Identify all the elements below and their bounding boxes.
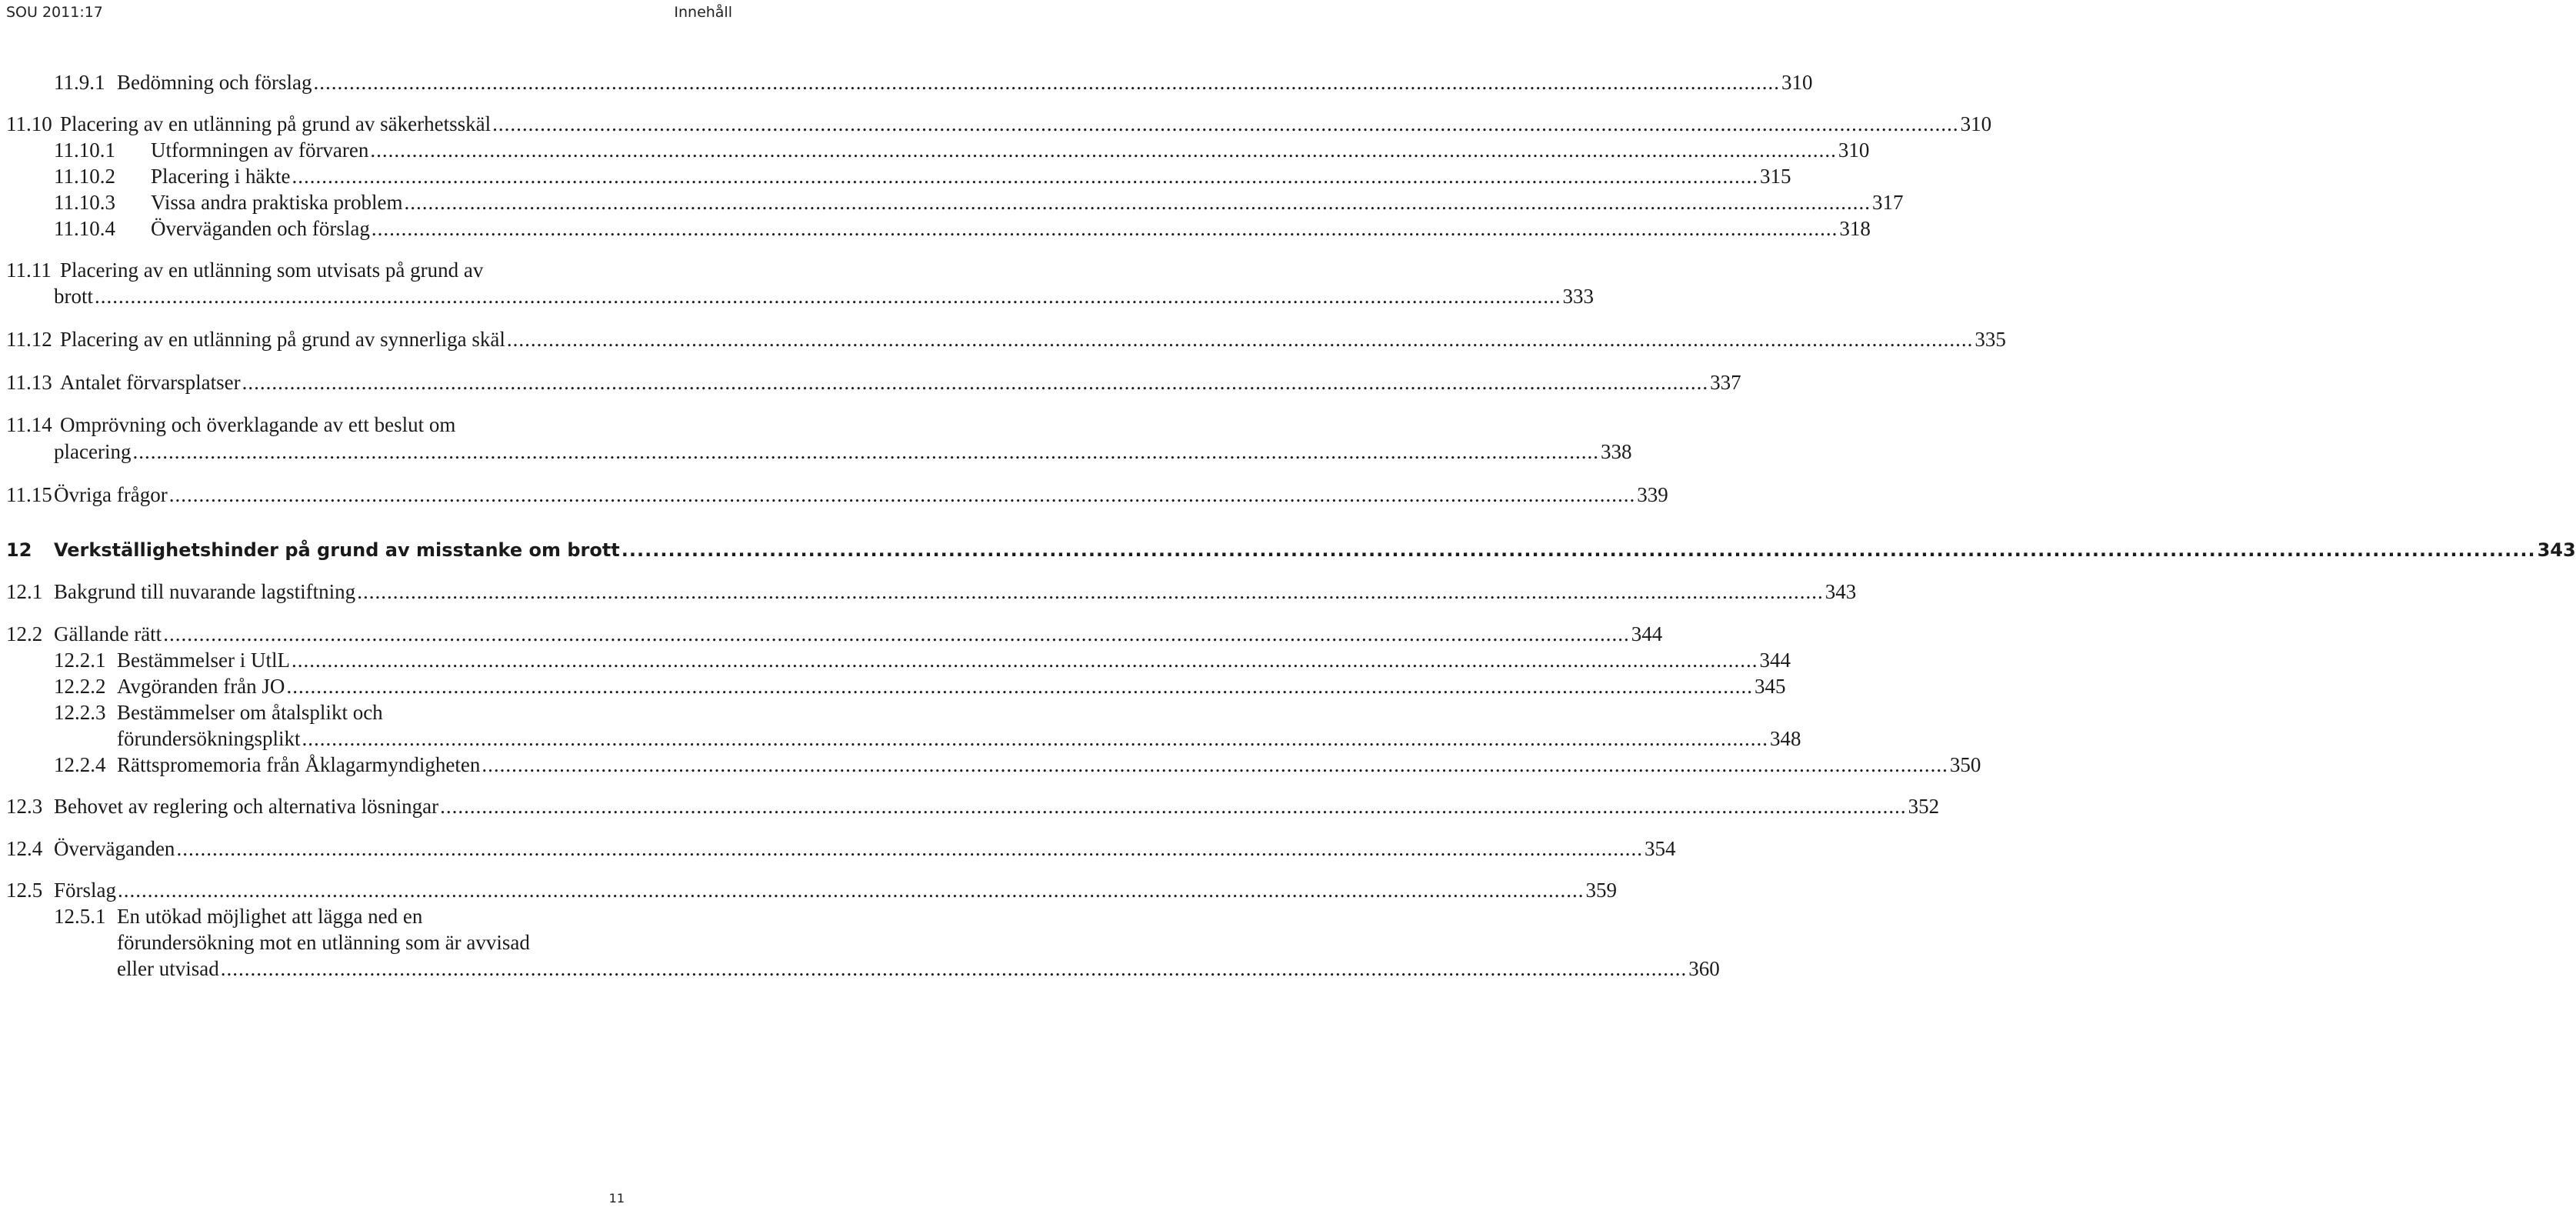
page-number: 11 xyxy=(608,1191,625,1206)
toc-entry xyxy=(54,439,1632,465)
toc-title-continuation: förundersökning mot en utlänning som är avvisad xyxy=(117,931,530,954)
toc-number: 11.10 xyxy=(6,112,52,135)
toc-entry-first-line xyxy=(6,412,455,438)
toc-entry xyxy=(54,673,1786,699)
toc-entry xyxy=(6,579,1857,605)
toc-title: Utformningen av förvaren xyxy=(151,138,369,162)
toc-leader xyxy=(221,956,1688,982)
toc-page: 360 xyxy=(1688,957,1720,980)
toc-number: 12.2.3 xyxy=(54,701,106,724)
toc-number: 11.9.1 xyxy=(54,71,105,94)
toc-page: 348 xyxy=(1769,727,1801,750)
toc-page: 315 xyxy=(1759,165,1791,188)
toc-entry xyxy=(6,326,2006,352)
toc-number: 11.12 xyxy=(6,328,52,351)
toc-entry xyxy=(54,752,1981,778)
toc-entry xyxy=(54,283,1594,309)
toc-leader xyxy=(313,69,1780,95)
toc-entry xyxy=(117,725,1801,752)
toc-page: 359 xyxy=(1585,879,1617,902)
toc-page: 344 xyxy=(1759,649,1791,672)
toc-entry-first-line xyxy=(54,903,422,929)
toc-title: Bakgrund till nuvarande lagstiftning xyxy=(54,580,356,603)
toc-number: 12.1 xyxy=(6,580,43,603)
toc-entry-first-line xyxy=(54,699,383,725)
toc-page: 333 xyxy=(1562,285,1594,308)
toc-leader xyxy=(118,877,1585,903)
toc-leader xyxy=(176,835,1643,862)
toc-number: 11.13 xyxy=(6,371,52,394)
toc-leader xyxy=(370,137,1837,163)
toc-title: Antalet förvarsplatser xyxy=(60,371,241,394)
toc-page: 343 xyxy=(2537,539,2576,561)
toc-title: Vissa andra praktiska problem xyxy=(151,191,403,214)
toc-entry xyxy=(54,163,1791,189)
toc-entry xyxy=(6,877,1617,903)
toc-page: 352 xyxy=(1908,795,1940,818)
toc-leader xyxy=(507,326,1974,352)
toc-number: 12.5.1 xyxy=(54,905,106,928)
toc-number: 12.2.2 xyxy=(54,675,106,698)
toc-title: Placering av en utlänning på grund av säkerhetsskäl xyxy=(60,112,492,135)
toc-title-continuation: brott xyxy=(54,285,93,308)
toc-leader xyxy=(492,111,1959,137)
toc-page: 337 xyxy=(1710,371,1741,394)
toc-title: Gällande rätt xyxy=(54,622,162,645)
toc-page: 343 xyxy=(1825,580,1857,603)
toc-number: 12.3 xyxy=(6,795,43,818)
toc-page: 338 xyxy=(1600,440,1632,463)
toc-page: 345 xyxy=(1754,675,1786,698)
toc-page: 310 xyxy=(1838,138,1870,162)
toc-title: Bestämmelser i UtlL xyxy=(117,649,290,672)
toc-page: 350 xyxy=(1949,753,1981,776)
toc-title: Överväganden xyxy=(54,837,175,860)
toc-number: 12.5 xyxy=(6,879,43,902)
toc-chapter-entry xyxy=(6,537,2576,563)
toc-number: 12.2 xyxy=(6,622,43,645)
toc-title-continuation: förundersökningsplikt xyxy=(117,727,301,750)
toc-number: 11.10.4 xyxy=(54,217,115,240)
toc-leader xyxy=(169,482,1636,508)
running-header-right: Innehåll xyxy=(674,4,732,21)
toc-title: Förslag xyxy=(54,879,116,902)
toc-leader xyxy=(482,752,1948,778)
toc-page: 344 xyxy=(1631,622,1663,645)
toc-number: 11.10.2 xyxy=(54,165,115,188)
toc-leader xyxy=(292,647,1758,673)
toc-entry-second-line xyxy=(117,929,530,956)
toc-number: 11.14 xyxy=(6,413,52,436)
toc-entry xyxy=(54,215,1871,242)
toc-entry xyxy=(6,482,1668,508)
toc-entry xyxy=(6,369,1741,395)
toc-number: 11.10.1 xyxy=(54,138,115,162)
toc-leader xyxy=(286,673,1753,699)
toc-number: 12.2.4 xyxy=(54,753,106,776)
toc-leader xyxy=(405,189,1871,215)
toc-title: Placering i häkte xyxy=(151,165,291,188)
toc-leader xyxy=(440,793,1907,819)
toc-entry xyxy=(6,111,1992,137)
toc-leader xyxy=(163,621,1630,647)
toc-entry xyxy=(6,835,1676,862)
toc-title: Omprövning och överklagande av ett beslut om xyxy=(60,413,456,436)
toc-entry xyxy=(54,69,1813,95)
toc-title: Placering av en utlänning som utvisats på grund av xyxy=(60,258,484,282)
toc-title: Avgöranden från JO xyxy=(117,675,285,698)
toc-leader xyxy=(292,163,1758,189)
toc-entry xyxy=(6,621,1663,647)
toc-title: Rättspromemoria från Åklagarmyndigheten xyxy=(117,753,481,776)
toc-title: En utökad möjlighet att lägga ned en xyxy=(117,905,423,928)
toc-entry xyxy=(54,189,1904,215)
toc-title: Verkställighetshinder på grund av misstanke om brott xyxy=(54,539,620,561)
toc-entry xyxy=(54,137,1870,163)
toc-entry xyxy=(54,647,1791,673)
toc-title: Överväganden och förslag xyxy=(151,217,370,240)
toc-leader xyxy=(622,537,2536,563)
toc-title: Bestämmelser om åtalsplikt och xyxy=(117,701,383,724)
toc-title: Placering av en utlänning på grund av synnerliga skäl xyxy=(60,328,505,351)
toc-page: 335 xyxy=(1974,328,2006,351)
toc-leader xyxy=(242,369,1709,395)
toc-number: 12.4 xyxy=(6,837,43,860)
toc-page: 318 xyxy=(1839,217,1871,240)
toc-page: 317 xyxy=(1872,191,1904,214)
toc-entry xyxy=(117,956,1720,982)
toc-number: 11.11 xyxy=(6,258,52,282)
toc-leader xyxy=(372,215,1838,242)
toc-number: 11.10.3 xyxy=(54,191,115,214)
toc-title: Bedömning och förslag xyxy=(117,71,312,94)
toc-page: 310 xyxy=(1960,112,1992,135)
toc-page: 310 xyxy=(1781,71,1813,94)
toc-leader xyxy=(302,725,1768,752)
toc-entry-first-line xyxy=(6,257,483,283)
toc-leader xyxy=(132,439,1599,465)
toc-leader xyxy=(357,579,1824,605)
toc-entry xyxy=(6,793,1940,819)
toc-title-continuation: eller utvisad xyxy=(117,957,219,980)
toc-title: Behovet av reglering och alternativa lösningar xyxy=(54,795,439,818)
toc-page: 339 xyxy=(1637,483,1668,506)
toc-number: 12 xyxy=(6,539,32,561)
toc-number: 11.15 xyxy=(6,483,52,506)
toc-leader xyxy=(95,283,1561,309)
toc-title-continuation: placering xyxy=(54,440,132,463)
toc-page: 354 xyxy=(1644,837,1676,860)
toc-number: 12.2.1 xyxy=(54,649,106,672)
running-header-left: SOU 2011:17 xyxy=(6,4,103,21)
toc-title: Övriga frågor xyxy=(54,483,168,506)
